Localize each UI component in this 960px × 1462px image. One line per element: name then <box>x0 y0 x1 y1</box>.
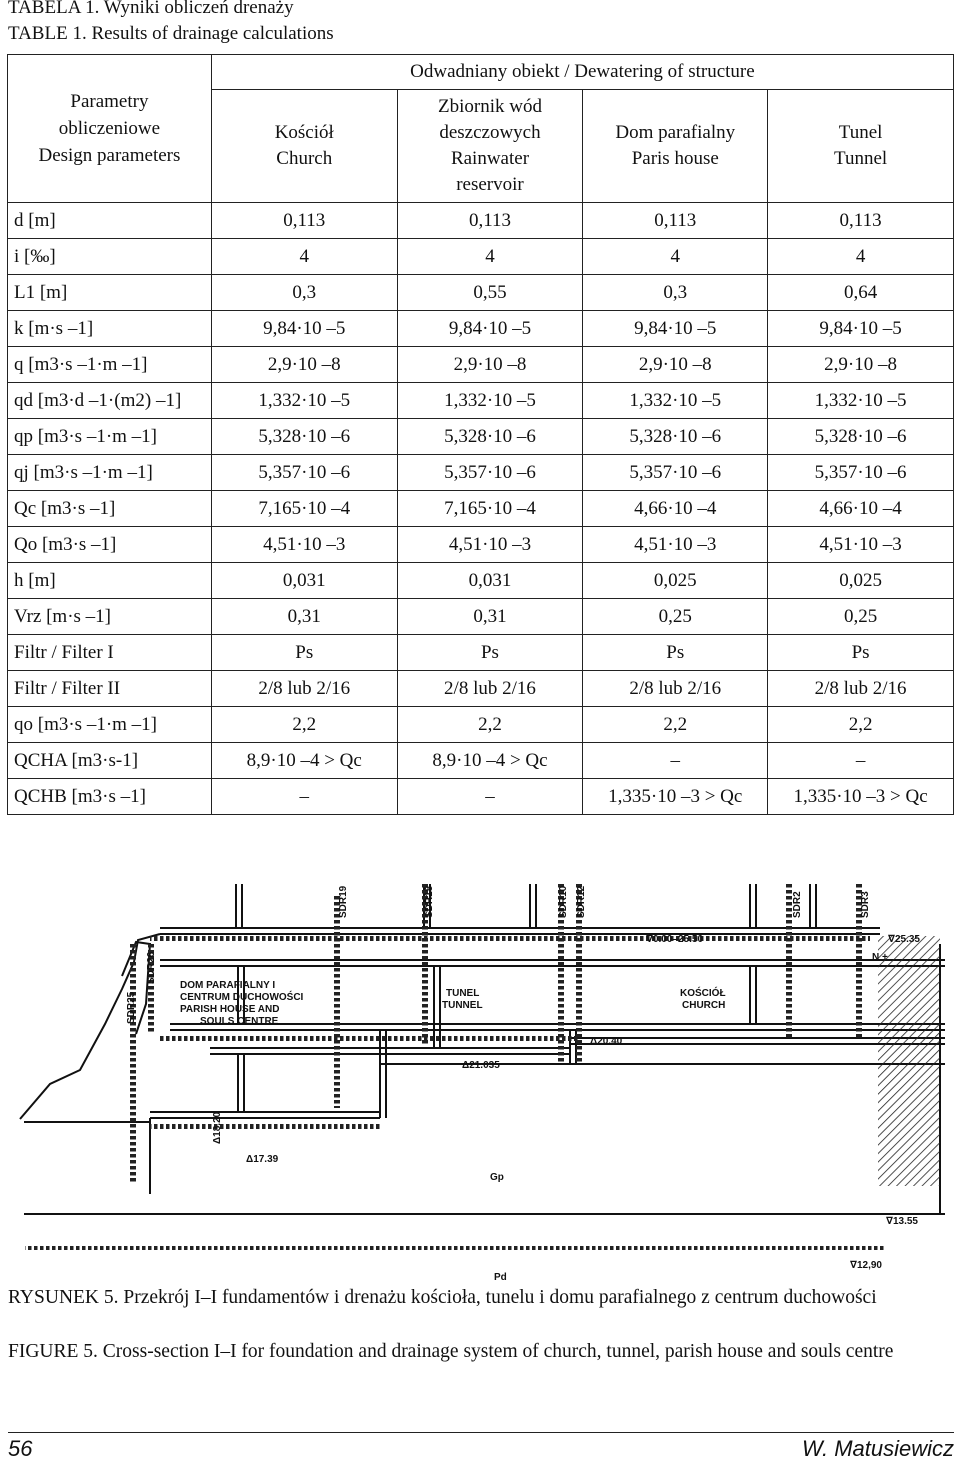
value-cell: 4,51·10 –3 <box>583 527 768 563</box>
svg-text:TUNNEL: TUNNEL <box>442 1000 483 1011</box>
value-cell: 0,025 <box>583 563 768 599</box>
value-cell: 0,55 <box>397 275 583 311</box>
value-cell: 1,332·10 –5 <box>583 383 768 419</box>
table-row <box>8 347 954 383</box>
svg-text:N +: N + <box>872 952 888 963</box>
value-cell: 0,31 <box>397 599 583 635</box>
svg-text:Gp: Gp <box>490 1172 504 1183</box>
value-cell: 5,328·10 –6 <box>583 419 768 455</box>
col-parish-house: Dom parafialny Paris house <box>583 90 768 203</box>
svg-text:SDR10: SDR10 <box>558 885 569 918</box>
table-row <box>8 419 954 455</box>
table-row <box>8 707 954 743</box>
soil-hatch <box>878 936 940 1186</box>
author: W. Matusiewicz <box>802 1436 954 1461</box>
value-cell: 1,332·10 –5 <box>768 383 954 419</box>
table-row <box>8 239 954 275</box>
value-cell: 4,66·10 –4 <box>583 491 768 527</box>
value-cell: 0,113 <box>211 203 397 239</box>
object-header: Odwadniany obiekt / Dewatering of structure <box>211 55 953 90</box>
value-cell: 7,165·10 –4 <box>397 491 583 527</box>
figure-caption-en: FIGURE 5. Cross-section I–I for foundation and drainage system of church, tunnel, parish house and souls centre <box>8 1341 894 1362</box>
value-cell: 4,66·10 –4 <box>768 491 954 527</box>
svg-text:Δ21.035: Δ21.035 <box>462 1060 500 1071</box>
results-table <box>7 54 954 815</box>
value-cell: 2,2 <box>583 707 768 743</box>
param-cell: qp [m3·s –1·m –1] <box>8 419 212 455</box>
param-cell: h [m] <box>8 563 212 599</box>
value-cell: 1,332·10 –5 <box>211 383 397 419</box>
value-cell: 2,9·10 –8 <box>768 347 954 383</box>
value-cell: 0,3 <box>583 275 768 311</box>
value-cell: 2,2 <box>397 707 583 743</box>
value-cell: Ps <box>211 635 397 671</box>
value-cell: Ps <box>397 635 583 671</box>
value-cell: 2/8 lub 2/16 <box>583 671 768 707</box>
value-cell: 8,9·10 –4 > Qc <box>397 743 583 779</box>
svg-text:TUNEL: TUNEL <box>446 988 480 999</box>
svg-text:SDR19: SDR19 <box>338 885 349 918</box>
value-cell: 5,328·10 –6 <box>397 419 583 455</box>
page-number: 56 <box>8 1436 33 1461</box>
svg-text:∇0.00–25.50: ∇0.00–25.50 <box>646 934 704 945</box>
value-cell: 0,113 <box>583 203 768 239</box>
params-header: Parametry obliczeniowe Design parameters <box>8 55 212 203</box>
table-row <box>8 599 954 635</box>
param-cell: qd [m3·d –1·(m2) –1] <box>8 383 212 419</box>
value-cell: 0,64 <box>768 275 954 311</box>
svg-text:CENTRUM DUCHOWOŚCI: CENTRUM DUCHOWOŚCI <box>180 992 304 1003</box>
value-cell: – <box>397 779 583 815</box>
value-cell: 2,2 <box>211 707 397 743</box>
svg-text:DOM PARAFIALNY I: DOM PARAFIALNY I <box>180 980 276 991</box>
table-row <box>8 311 954 347</box>
svg-text:SDR25: SDR25 <box>126 991 137 1024</box>
param-cell: k [m·s –1] <box>8 311 212 347</box>
table-row <box>8 383 954 419</box>
value-cell: 2/8 lub 2/16 <box>397 671 583 707</box>
value-cell: 4 <box>583 239 768 275</box>
value-cell: 1,332·10 –5 <box>397 383 583 419</box>
value-cell: – <box>211 779 397 815</box>
drain-sdr19 <box>334 894 340 1108</box>
value-cell: 1,335·10 –3 > Qc <box>768 779 954 815</box>
svg-text:Δ18.20: Δ18.20 <box>212 1111 223 1144</box>
drain-sdr25 <box>130 944 136 1184</box>
value-cell: 0,025 <box>768 563 954 599</box>
svg-text:∇25.35: ∇25.35 <box>888 934 920 945</box>
param-cell: QCHA [m3·s-1] <box>8 743 212 779</box>
param-cell: qo [m3·s –1·m –1] <box>8 707 212 743</box>
value-cell: 0,25 <box>583 599 768 635</box>
value-cell: 8,9·10 –4 > Qc <box>211 743 397 779</box>
svg-text:SDR26: SDR26 <box>146 951 157 984</box>
cross-section-figure <box>10 884 954 1288</box>
svg-text:KOŚCIÓŁ: KOŚCIÓŁ <box>680 988 726 999</box>
value-cell: 5,328·10 –6 <box>768 419 954 455</box>
param-cell: Qo [m3·s –1] <box>8 527 212 563</box>
value-cell: – <box>768 743 954 779</box>
param-cell: i [‰] <box>8 239 212 275</box>
footer-rule <box>8 1432 954 1433</box>
svg-text:∇13.55: ∇13.55 <box>886 1216 918 1227</box>
svg-text:PARISH HOUSE AND: PARISH HOUSE AND <box>180 1004 280 1015</box>
value-cell: 2,9·10 –8 <box>211 347 397 383</box>
drain-mid <box>160 1036 580 1041</box>
param-cell: QCHB [m3·s –1] <box>8 779 212 815</box>
value-cell: 2/8 lub 2/16 <box>211 671 397 707</box>
param-cell: qj [m3·s –1·m –1] <box>8 455 212 491</box>
value-cell: 7,165·10 –4 <box>211 491 397 527</box>
value-cell: 0,25 <box>768 599 954 635</box>
value-cell: 2/8 lub 2/16 <box>768 671 954 707</box>
value-cell: 9,84·10 –5 <box>768 311 954 347</box>
table-row <box>8 671 954 707</box>
table-row <box>8 491 954 527</box>
drain-low <box>150 1124 380 1129</box>
param-cell: q [m3·s –1·m –1] <box>8 347 212 383</box>
param-cell: L1 [m] <box>8 275 212 311</box>
svg-text:∇12,90: ∇12,90 <box>850 1260 882 1271</box>
value-cell: 5,357·10 –6 <box>583 455 768 491</box>
table-row <box>8 779 954 815</box>
svg-text:SDR2: SDR2 <box>792 891 803 918</box>
value-cell: 4 <box>768 239 954 275</box>
value-cell: 0,3 <box>211 275 397 311</box>
value-cell: 2,9·10 –8 <box>397 347 583 383</box>
value-cell: 9,84·10 –5 <box>397 311 583 347</box>
svg-text:CHURCH: CHURCH <box>682 1000 726 1011</box>
value-cell: 2,9·10 –8 <box>583 347 768 383</box>
table-row <box>8 203 954 239</box>
value-cell: 0,031 <box>211 563 397 599</box>
param-cell: Filtr / Filter II <box>8 671 212 707</box>
col-tunnel: Tunel Tunnel <box>768 90 954 203</box>
param-cell: Filtr / Filter I <box>8 635 212 671</box>
svg-text:SDR12: SDR12 <box>576 885 587 918</box>
table-row <box>8 563 954 599</box>
svg-text:Δ17.39: Δ17.39 <box>246 1154 279 1165</box>
value-cell: 0,031 <box>397 563 583 599</box>
col-reservoir: Zbiornik wód deszczowych Rainwater reservoir <box>397 90 583 203</box>
value-cell: 4,51·10 –3 <box>397 527 583 563</box>
value-cell: 0,113 <box>397 203 583 239</box>
value-cell: 4,51·10 –3 <box>768 527 954 563</box>
value-cell: 5,357·10 –6 <box>768 455 954 491</box>
param-cell: d [m] <box>8 203 212 239</box>
svg-text:Δ20.40: Δ20.40 <box>590 1036 623 1047</box>
value-cell: 5,328·10 –6 <box>211 419 397 455</box>
col-church: Kościół Church <box>211 90 397 203</box>
value-cell: 9,84·10 –5 <box>211 311 397 347</box>
value-cell: 4 <box>211 239 397 275</box>
drain-top <box>150 936 870 941</box>
table-row <box>8 455 954 491</box>
table-row <box>8 635 954 671</box>
svg-text:Pd: Pd <box>494 1272 507 1283</box>
value-cell: 2,2 <box>768 707 954 743</box>
figure-caption-pl: RYSUNEK 5. Przekrój I–I fundamentów i drenażu kościoła, tunelu i domu parafialnego z centrum duchowości <box>8 1287 877 1308</box>
svg-text:SOULS CENTRE: SOULS CENTRE <box>200 1016 279 1027</box>
value-cell: 1,335·10 –3 > Qc <box>583 779 768 815</box>
value-cell: 4,51·10 –3 <box>211 527 397 563</box>
value-cell: 5,357·10 –6 <box>211 455 397 491</box>
drain-pd <box>25 1246 885 1250</box>
value-cell: Ps <box>768 635 954 671</box>
value-cell: 5,357·10 –6 <box>397 455 583 491</box>
value-cell: 9,84·10 –5 <box>583 311 768 347</box>
table-row <box>8 527 954 563</box>
svg-text:SDR3: SDR3 <box>860 891 871 918</box>
value-cell: 0,31 <box>211 599 397 635</box>
param-cell: Vrz [m·s –1] <box>8 599 212 635</box>
value-cell: 0,113 <box>768 203 954 239</box>
param-cell: Qc [m3·s –1] <box>8 491 212 527</box>
table-row <box>8 743 954 779</box>
table-title-pl: TABELA 1. Wyniki obliczeń drenaży <box>8 0 294 18</box>
value-cell: 4 <box>397 239 583 275</box>
value-cell: – <box>583 743 768 779</box>
svg-text:SDR18: SDR18 <box>424 885 435 918</box>
table-row <box>8 275 954 311</box>
value-cell: Ps <box>583 635 768 671</box>
table-title-en: TABLE 1. Results of drainage calculations <box>8 23 334 44</box>
